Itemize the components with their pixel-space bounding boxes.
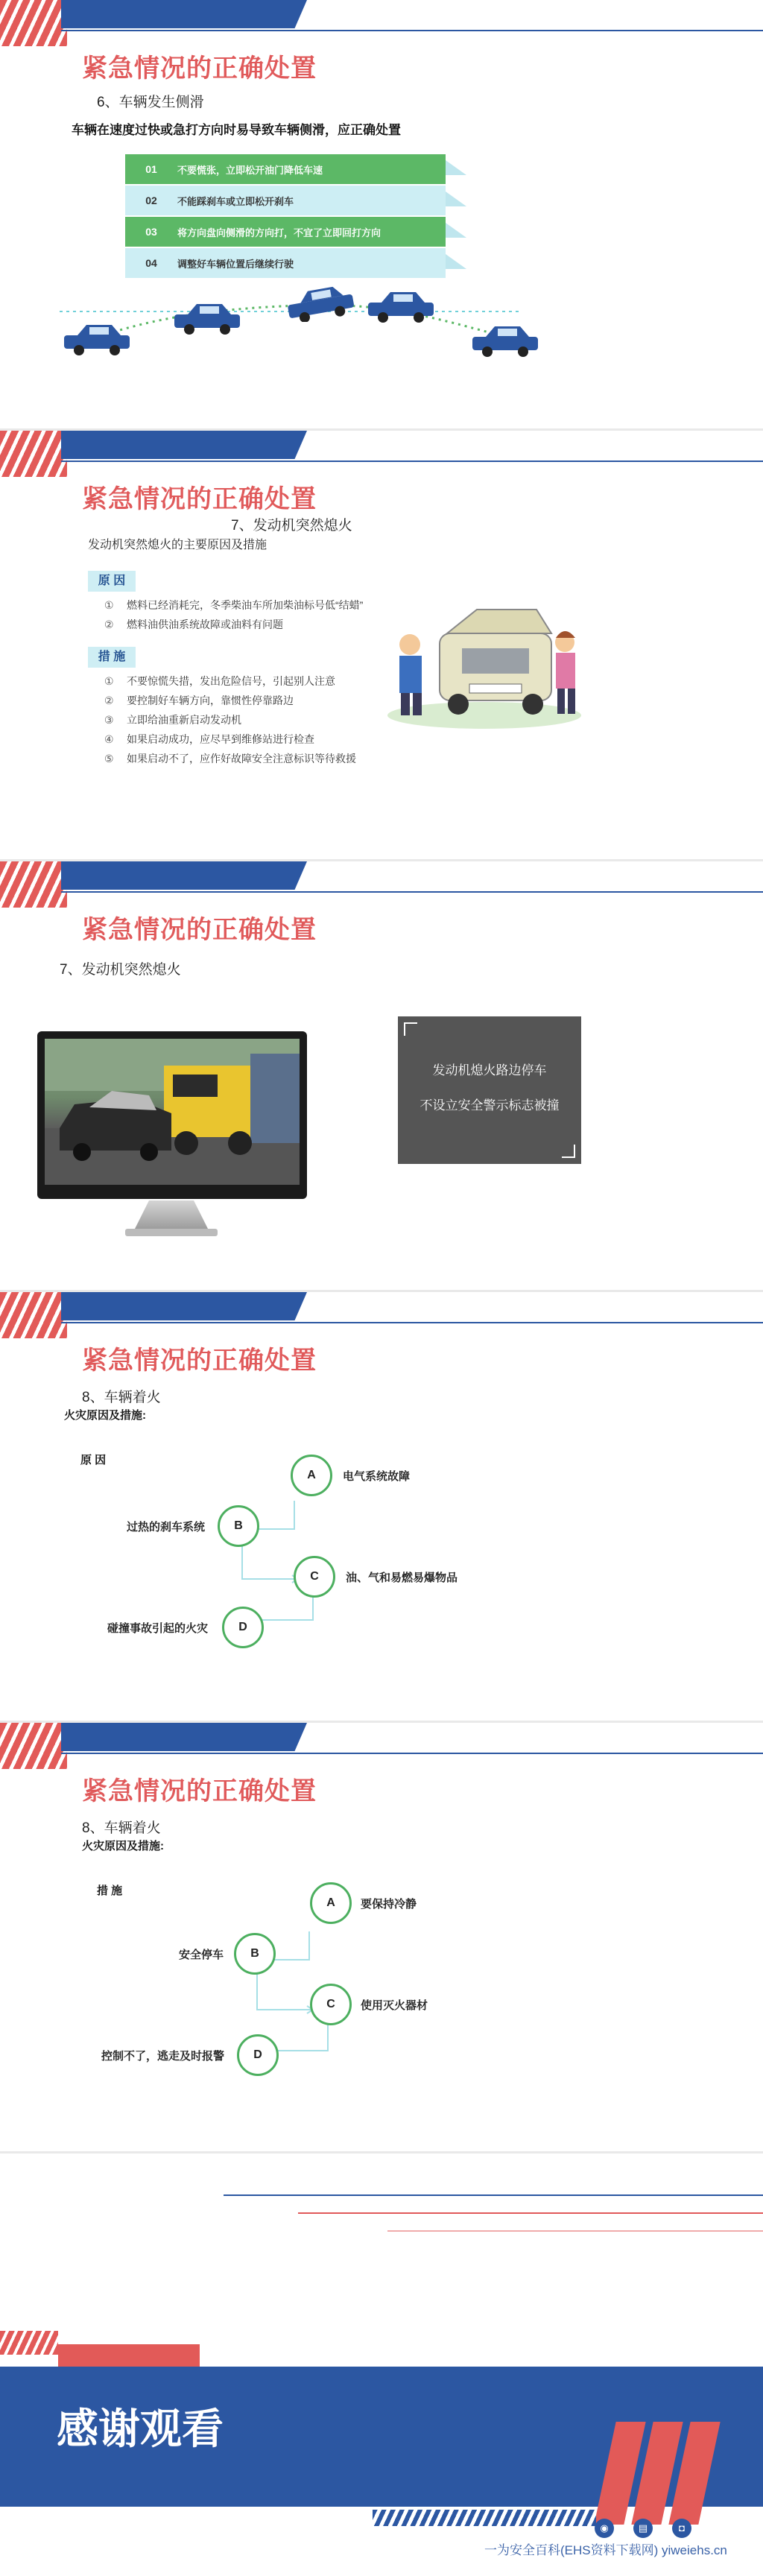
item-number: ① [104,675,114,687]
thanks-text: 感谢观看 [57,2405,224,2452]
box-line-1: 发动机熄火路边停车 [432,1063,547,1077]
section-label: 原 因 [80,1454,107,1466]
decorative-lines [0,2153,763,2303]
header-line [61,1322,763,1323]
header-line [61,1753,763,1754]
item-text: 如果启动成功，应尽早到维修站进行检查 [127,733,314,745]
step-text: 不要慌张，立即松开油门降低车速 [177,164,323,176]
item-number: ④ [104,733,114,745]
flow-node-c: C [294,1556,335,1598]
step-2 [125,186,446,215]
flow-label-a: 要保持冷静 [361,1898,417,1911]
flow-node-d: D [222,1607,264,1648]
monitor-stand [134,1200,209,1230]
flow-node-c: C [310,1984,352,2025]
car-icon [469,322,541,359]
lock-icon: ◘ [672,2519,691,2538]
item-text: 燃料已经消耗完，冬季柴油车所加柴油标号低“结蜡” [127,599,364,611]
car-icon [285,285,356,322]
intro-line: 发动机突然熄火的主要原因及措施 [88,539,267,551]
header-stripes [0,1292,67,1338]
item-number: ⑤ [104,753,114,765]
measure-tag: 措 施 [88,647,136,668]
bold-line: 火灾原因及措施: [82,1840,164,1852]
item-text: 如果启动不了，应作好故障安全注意标识等待救援 [127,753,356,765]
car-icon [365,288,437,325]
slide-title: 紧急情况的正确处置 [82,54,317,83]
item-text: 立即给油重新启动发动机 [127,714,241,726]
slide-3 [0,861,763,1290]
step-4 [125,248,446,278]
measure-item [104,674,335,689]
crash-photo [45,1039,300,1185]
step-text: 调整好车辆位置后继续行驶 [177,258,294,270]
flow-label-d: 碰撞事故引起的火灾 [107,1622,209,1635]
flow-node-a: A [310,1882,352,1924]
box-line-2: 不设立安全警示标志被撞 [420,1098,560,1113]
measure-item [104,693,294,708]
info-box [398,1016,581,1164]
header-stripes [0,431,67,477]
slide-2 [0,431,763,859]
flow-node-d: D [237,2034,279,2076]
slide-title: 紧急情况的正确处置 [82,1777,317,1806]
footer-watermark: 一为安全百科(EHS资料下载网) yiweiehs.cn [484,2543,727,2557]
item-text: 要控制好车辆方向，靠惯性停靠路边 [127,694,294,706]
step-number: 04 [145,257,157,269]
slide-title: 紧急情况的正确处置 [82,1346,317,1375]
step-3 [125,217,446,247]
red-bar-deco [58,2344,200,2368]
header-line [61,891,763,893]
camera-icon: ◉ [595,2519,614,2538]
cause-item [104,598,363,613]
slide-subtitle: 7、发动机突然熄火 [60,962,181,978]
slide-title: 紧急情况的正确处置 [82,485,317,513]
cause-item [104,617,283,632]
slide-1 [0,0,763,428]
car-icon [171,300,243,337]
item-number: ① [104,599,114,611]
flow-node-b: B [234,1933,276,1975]
bold-line: 火灾原因及措施: [64,1409,146,1422]
header-stripes [0,1723,67,1769]
header-bar [61,1723,307,1751]
step-text: 不能踩刹车或立即松开刹车 [177,195,294,207]
header-bar [61,861,307,890]
chat-icon: ▤ [633,2519,653,2538]
item-number: ② [104,618,114,630]
flow-label-d: 控制不了，逃走及时报警 [101,2050,225,2063]
flow-label-c: 油、气和易燃易爆物品 [346,1572,458,1584]
slide-subtitle: 6、车辆发生侧滑 [97,95,204,110]
header-bar [61,1292,307,1320]
item-number: ② [104,694,114,706]
header-stripes [0,861,67,908]
slide-5 [0,1723,763,2151]
flow-label-b: 安全停车 [179,1949,224,1961]
corner-mark [404,1022,417,1036]
item-text: 不要惊慌失措，发出危险信号，引起别人注意 [127,675,335,687]
slide-subtitle: 8、车辆着火 [82,1820,161,1836]
step-number: 03 [145,226,157,238]
measure-item [104,732,314,747]
step-number: 01 [145,163,157,175]
slide-subtitle: 8、车辆着火 [82,1390,161,1405]
cause-tag: 原 因 [88,571,136,592]
item-number: ③ [104,714,114,726]
broken-car-illustration [380,604,585,734]
stripe-deco [0,2331,58,2355]
crash-scene-image [45,1039,300,1185]
monitor-frame [37,1031,307,1199]
flow-node-a: A [291,1455,332,1496]
slide-subtitle: 7、发动机突然熄火 [231,518,352,534]
step-text: 将方向盘向侧滑的方向打，不宜了立即回打方向 [177,227,382,238]
header-line [61,30,763,31]
slide-6 [0,2153,763,2576]
measure-item [104,751,356,766]
flow-node-b: B [218,1505,259,1547]
section-label: 措 施 [97,1884,123,1897]
header-stripes [0,0,67,46]
flow-label-b: 过热的刹车系统 [127,1521,206,1534]
step-1 [125,154,446,184]
item-text: 燃料油供油系统故障或油料有问题 [127,618,283,630]
step-number: 02 [145,194,157,206]
measure-item [104,712,241,727]
car-icon [61,320,133,358]
flow-label-c: 使用灭火器材 [361,1999,428,2012]
slide-title: 紧急情况的正确处置 [82,916,317,944]
stripe-deco [373,2510,596,2526]
header-bar [61,431,307,459]
header-line [61,461,763,462]
header-bar [61,0,307,28]
monitor-base [125,1229,218,1236]
bold-line: 车辆在速度过快或急打方向时易导致车辆侧滑，应正确处置 [72,123,401,137]
slide-4 [0,1292,763,1721]
flow-label-a: 电气系统故障 [343,1470,411,1483]
corner-mark [562,1145,575,1158]
